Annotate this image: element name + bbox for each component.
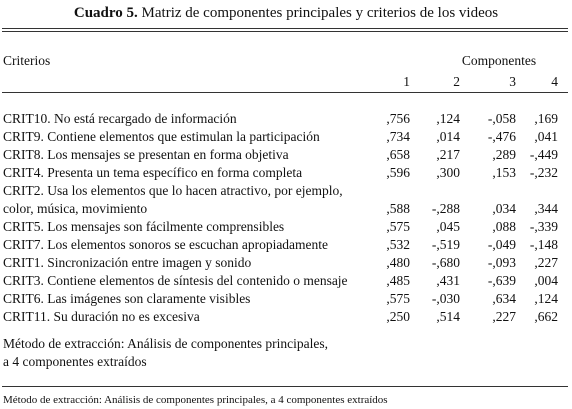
- loading-value-c4: ,041: [534, 129, 558, 144]
- loading-value-c4: ,124: [534, 291, 558, 306]
- loading-value-c2: ,217: [436, 147, 460, 162]
- loading-value-c1: ,485: [386, 273, 410, 288]
- loading-value-c2: ,124: [436, 111, 460, 126]
- criterion-label: CRIT10. No está recargado de información: [3, 111, 237, 126]
- loading-value-c2: ,014: [436, 129, 460, 144]
- loading-value-c2: ,514: [436, 309, 460, 324]
- top-rule-inner: [2, 31, 568, 32]
- loading-value-c2: ,431: [436, 273, 460, 288]
- loading-value-c3: -,476: [487, 129, 516, 144]
- component-number-2: 2: [453, 74, 460, 89]
- criterion-label: CRIT7. Los elementos sonoros se escuchan apropiadamente: [3, 237, 329, 252]
- table-caption: Matriz de componentes principales y criterios de los videos: [141, 5, 499, 21]
- loading-value-c2: -,288: [431, 201, 460, 216]
- loading-value-c3: -,639: [487, 273, 516, 288]
- criterion-label: CRIT5. Los mensajes son fácilmente comprensibles: [3, 219, 285, 234]
- extraction-note-line-2: a 4 componentes extraídos: [3, 354, 147, 369]
- component-number-1: 1: [403, 74, 410, 89]
- criterion-label: CRIT8. Los mensajes se presentan en forma objetiva: [3, 147, 289, 162]
- loading-value-c4: -,232: [529, 165, 558, 180]
- loading-value-c3: -,049: [487, 237, 516, 252]
- loading-value-c3: ,034: [492, 201, 516, 216]
- loading-value-c3: -,058: [487, 111, 516, 126]
- loading-value-c4: ,227: [534, 255, 558, 270]
- criterion-label: CRIT6. Las imágenes son claramente visibles: [3, 291, 251, 306]
- criterion-label: CRIT9. Contiene elementos que estimulan la participación: [3, 129, 320, 144]
- loading-value-c3: ,634: [492, 291, 516, 306]
- loading-value-c2: -,030: [431, 291, 460, 306]
- loading-value-c1: ,250: [386, 309, 410, 324]
- criterion-label: CRIT4. Presenta un tema específico en forma completa: [3, 165, 303, 180]
- loading-value-c4: ,004: [534, 273, 558, 288]
- criterion-label: CRIT11. Su duración no es excesiva: [3, 309, 200, 324]
- loading-value-c1: ,480: [386, 255, 410, 270]
- loading-value-c2: ,300: [436, 165, 460, 180]
- loading-value-c1: ,532: [386, 237, 410, 252]
- header-rule: [2, 92, 568, 93]
- footer-note: Método de extracción: Análisis de componentes principales, a 4 componentes extraídos: [3, 394, 388, 406]
- criteria-header: Criterios: [3, 53, 51, 68]
- loading-value-c3: ,289: [492, 147, 516, 162]
- loading-value-c4: -,148: [529, 237, 558, 252]
- table-title: [0, 4, 572, 22]
- loading-value-c3: ,227: [492, 309, 516, 324]
- top-rule: [2, 28, 568, 29]
- loading-value-c4: ,662: [534, 309, 558, 324]
- component-number-3: 3: [509, 74, 516, 89]
- loading-value-c4: -,449: [529, 147, 558, 162]
- loading-value-c2: -,519: [431, 237, 460, 252]
- component-number-4: 4: [551, 74, 558, 89]
- criterion-label: CRIT2. Usa los elementos que lo hacen atractivo, por ejemplo,: [3, 183, 343, 198]
- bottom-rule: [2, 386, 568, 387]
- loading-value-c3: ,088: [492, 219, 516, 234]
- loading-value-c4: ,169: [534, 111, 558, 126]
- loading-value-c4: ,344: [534, 201, 558, 216]
- loading-value-c2: -,680: [431, 255, 460, 270]
- loading-value-c3: -,093: [487, 255, 516, 270]
- criterion-label: CRIT1. Sincronización entre imagen y sonido: [3, 255, 252, 270]
- loading-value-c1: ,756: [386, 111, 410, 126]
- loading-value-c2: ,045: [436, 219, 460, 234]
- loading-value-c1: ,588: [386, 201, 410, 216]
- loading-value-c1: ,658: [386, 147, 410, 162]
- extraction-note-line-1: Método de extracción: Análisis de componentes principales,: [3, 336, 329, 351]
- criterion-label: color, música, movimiento: [3, 201, 148, 216]
- loading-value-c1: ,596: [386, 165, 410, 180]
- loading-value-c1: ,575: [386, 219, 410, 234]
- loading-value-c4: -,339: [529, 219, 558, 234]
- loading-value-c1: ,575: [386, 291, 410, 306]
- loading-value-c1: ,734: [386, 129, 410, 144]
- table-label: Cuadro 5.: [73, 5, 138, 21]
- loading-value-c3: ,153: [492, 165, 516, 180]
- components-header: Componentes: [461, 53, 537, 68]
- criterion-label: CRIT3. Contiene elementos de síntesis del contenido o mensaje: [3, 273, 348, 288]
